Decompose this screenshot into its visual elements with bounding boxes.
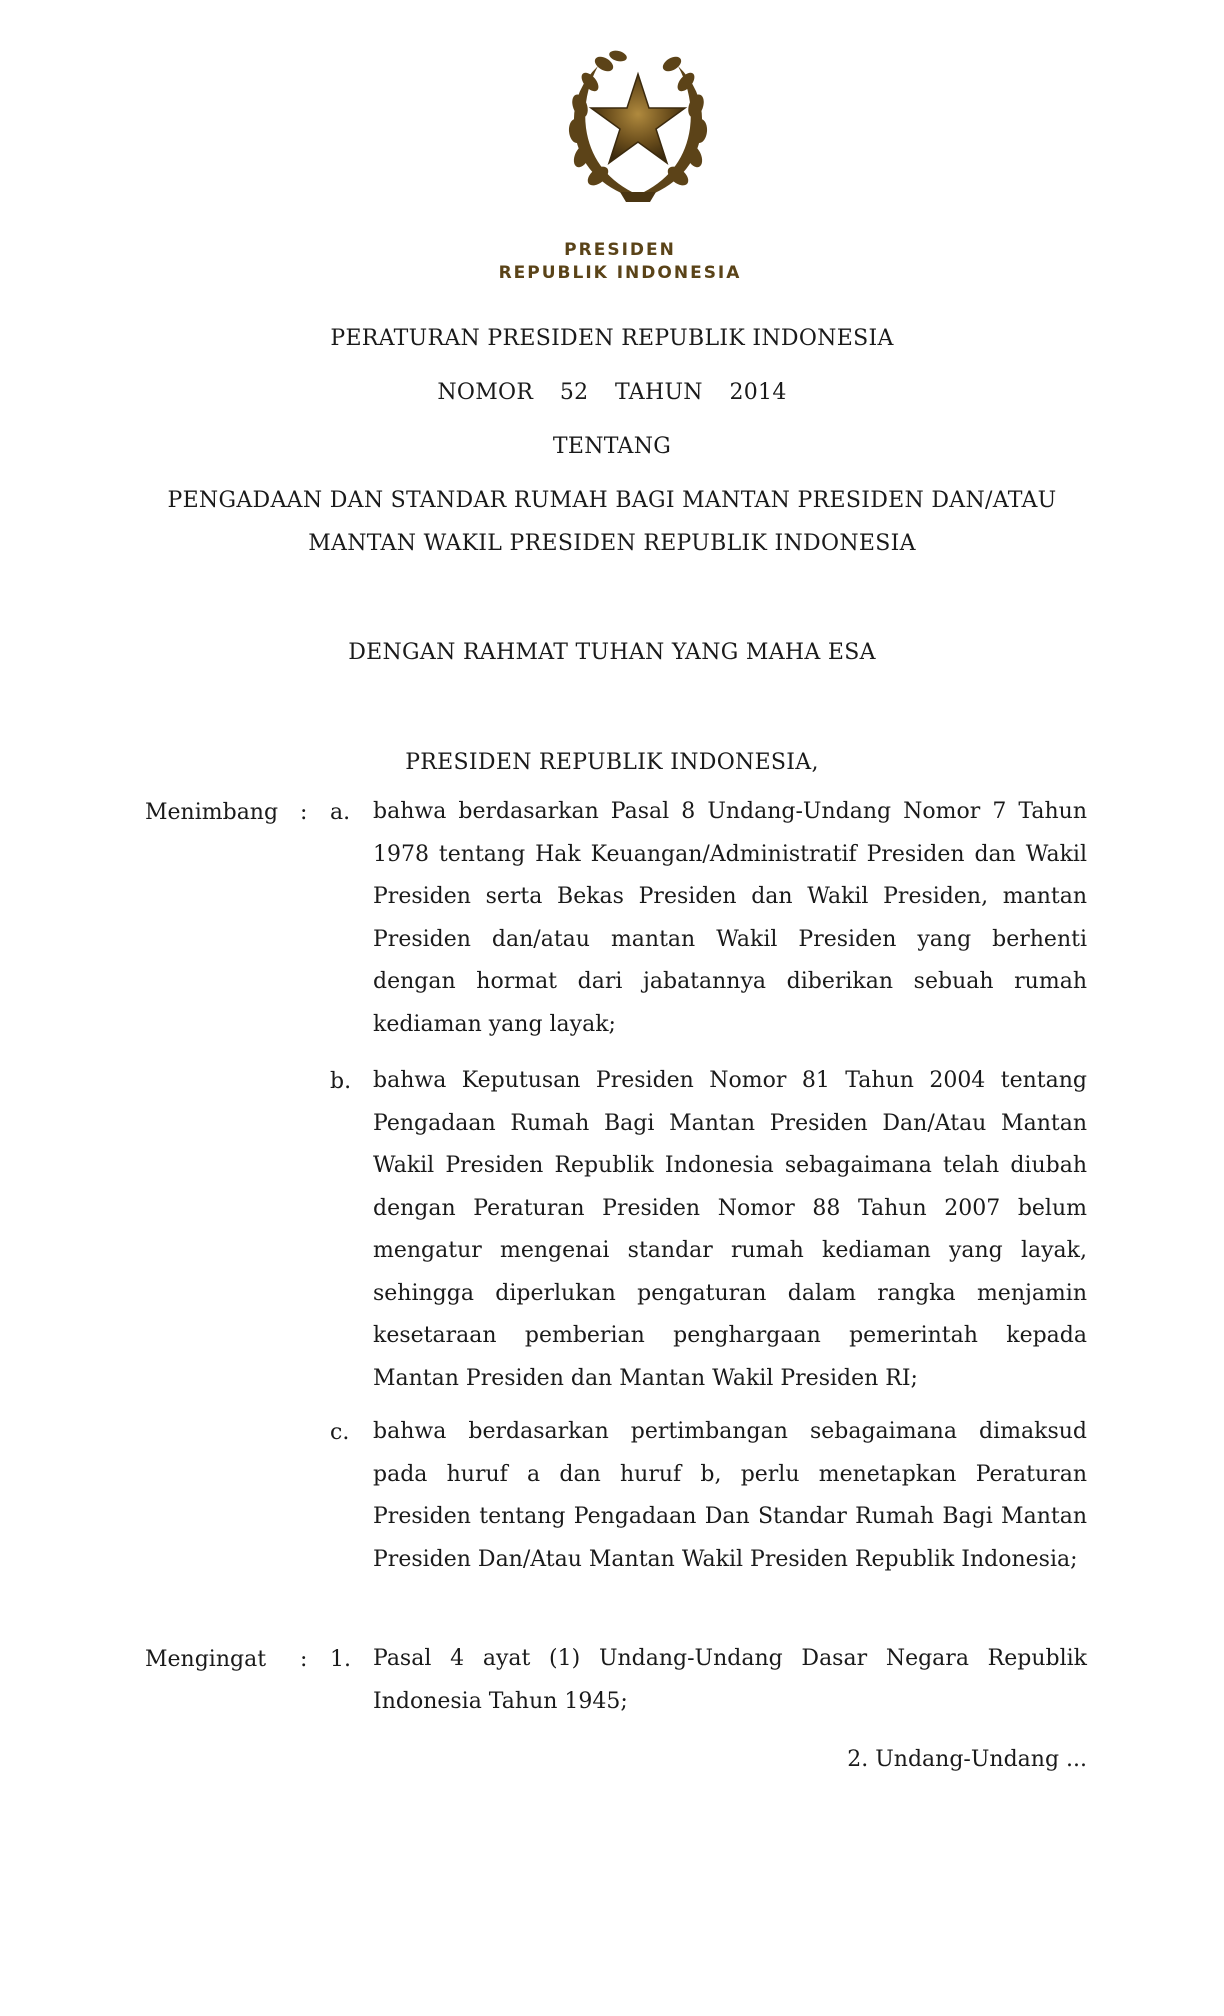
mengingat-colon: :: [300, 1647, 308, 1672]
regulation-subject-line-1: PENGADAAN DAN STANDAR RUMAH BAGI MANTAN PRESIDEN DAN/ATAU: [167, 488, 1057, 513]
garuda-star-wreath-icon: [558, 46, 718, 206]
mengingat-item-1: Pasal 4 ayat (1) Undang-Undang Dasar Negara Republik Indonesia Tahun 1945;: [373, 1646, 1087, 1714]
mengingat-label: Mengingat: [145, 1647, 267, 1672]
institution-line-2: REPUBLIK INDONESIA: [498, 263, 742, 283]
menimbang-colon: :: [300, 800, 308, 825]
mengingat-marker-1: 1.: [330, 1647, 351, 1672]
menimbang-marker-a: a.: [330, 800, 351, 825]
page-continuation: 2. Undang-Undang ...: [847, 1747, 1087, 1772]
menimbang-label: Menimbang: [145, 800, 279, 825]
menimbang-item-b: bahwa Keputusan Presiden Nomor 81 Tahun 2004 tentang Pengadaan Rumah Bagi Mantan Presiden Dan/Atau Mantan Wakil Presiden Republik Indonesia sebagaimana telah diubah dengan Peraturan Presiden Nomor 88 Tahun 2007 belum mengatur mengenai standar rumah kediaman yang layak, sehingga diperlukan pengaturan dalam rangka menjamin kesetaraan pemberian penghargaan pemerintah kepada Mantan Presiden dan Mantan Wakil Presiden RI;: [373, 1068, 1087, 1391]
institution-line-1: PRESIDEN: [564, 240, 676, 260]
menimbang-item-c: bahwa berdasarkan pertimbangan sebagaimana dimaksud pada huruf a dan huruf b, perlu menetapkan Peraturan Presiden tentang Pengadaan Dan Standar Rumah Bagi Mantan Presiden Dan/Atau Mantan Wakil Presiden Republik Indonesia;: [373, 1419, 1087, 1572]
regulation-number: NOMOR 52 TAHUN 2014: [437, 380, 787, 405]
issuer-line: PRESIDEN REPUBLIK INDONESIA,: [405, 750, 819, 775]
regulation-title: PERATURAN PRESIDEN REPUBLIK INDONESIA: [330, 326, 894, 351]
regulation-subject-line-2: MANTAN WAKIL PRESIDEN REPUBLIK INDONESIA: [308, 531, 916, 556]
menimbang-item-a: bahwa berdasarkan Pasal 8 Undang-Undang Nomor 7 Tahun 1978 tentang Hak Keuangan/Administratif Presiden dan Wakil Presiden serta Bekas Presiden dan Wakil Presiden, mantan Presiden dan/atau mantan Wakil Presiden yang berhenti dengan hormat dari jabatannya diberikan sebuah rumah kediaman yang layak;: [373, 799, 1087, 1037]
menimbang-marker-b: b.: [330, 1069, 352, 1094]
blessing-line: DENGAN RAHMAT TUHAN YANG MAHA ESA: [348, 640, 876, 665]
regulation-about: TENTANG: [552, 434, 672, 459]
menimbang-marker-c: c.: [330, 1420, 350, 1445]
